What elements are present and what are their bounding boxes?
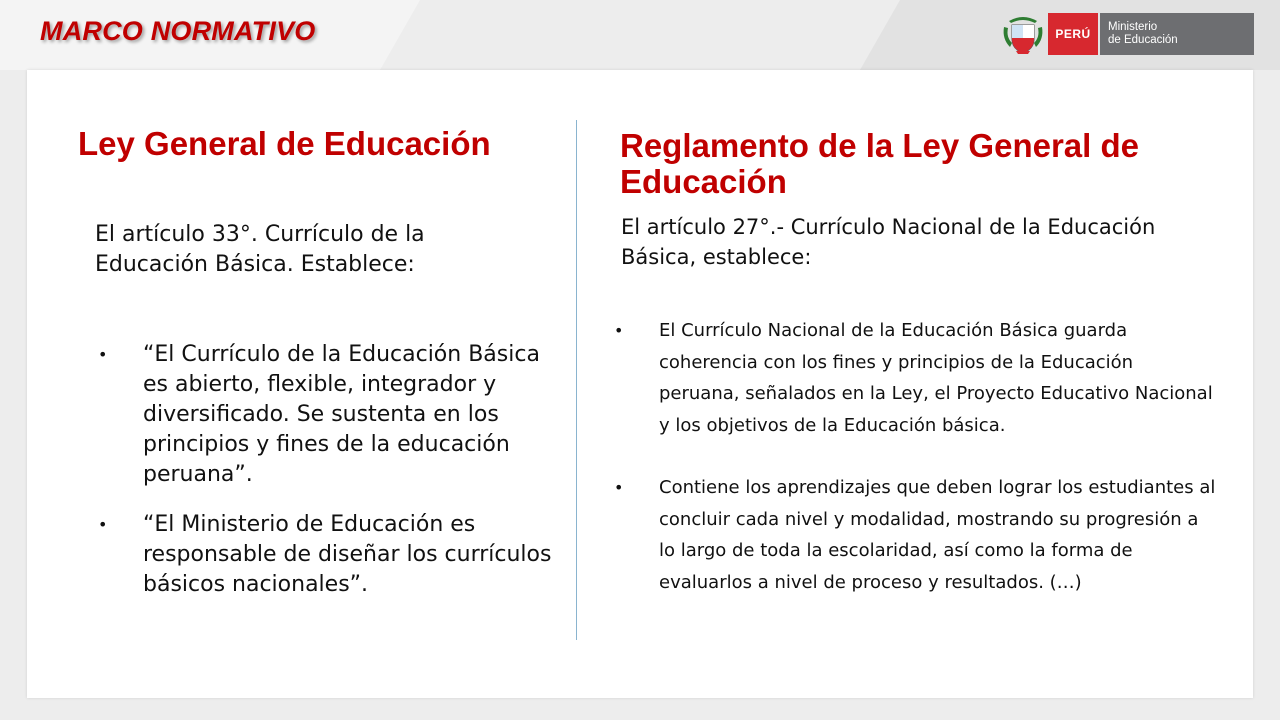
ministry-line-2: de Educación bbox=[1108, 34, 1178, 46]
coat-of-arms-icon bbox=[1000, 13, 1046, 55]
bullet-icon: • bbox=[614, 478, 624, 497]
right-bullet-list bbox=[614, 315, 1219, 629]
list-item bbox=[98, 340, 563, 490]
left-bullet-list bbox=[98, 340, 563, 620]
right-column-title: Reglamento de la Ley General de Educación bbox=[620, 127, 1140, 200]
bullet-icon: • bbox=[614, 321, 624, 340]
list-item bbox=[98, 510, 563, 600]
peru-label: PERÚ bbox=[1048, 13, 1098, 55]
list-item-text: El Currículo Nacional de la Educación Básica guarda coherencia con los fines y principios de la Educación peruana, señalados en la Ley, el Proyecto Educativo Nacional y los objetivos de la Educación básica. bbox=[659, 320, 1213, 436]
list-item bbox=[614, 315, 1219, 441]
ministry-logo bbox=[1000, 13, 1254, 55]
left-column-intro: El artículo 33°. Currículo de la Educación Básica. Establece: bbox=[95, 222, 425, 277]
bullet-icon: • bbox=[98, 345, 108, 364]
right-column-intro: El artículo 27°.- Currículo Nacional de la Educación Básica, establece: bbox=[621, 215, 1156, 269]
ministry-line-1: Ministerio bbox=[1108, 21, 1158, 33]
column-divider bbox=[576, 120, 577, 640]
bullet-icon: • bbox=[98, 515, 108, 534]
list-item-text: Contiene los aprendizajes que deben lograr los estudiantes al concluir cada nivel y modalidad, mostrando su progresión a lo largo de toda la escolaridad, así como la forma de evaluarlos a nivel de proceso y resultados. (…) bbox=[659, 477, 1216, 593]
list-item bbox=[614, 472, 1219, 598]
list-item-text: “El Ministerio de Educación es responsable de diseñar los currículos básicos nacionales”. bbox=[143, 512, 552, 597]
left-column-title: Ley General de Educación bbox=[78, 125, 491, 162]
ministry-label bbox=[1100, 13, 1254, 55]
list-item-text: “El Currículo de la Educación Básica es abierto, flexible, integrador y diversificado. Se sustenta en los principios y fines de la educación peruana”. bbox=[143, 342, 540, 487]
page-title: MARCO NORMATIVO bbox=[40, 16, 316, 46]
